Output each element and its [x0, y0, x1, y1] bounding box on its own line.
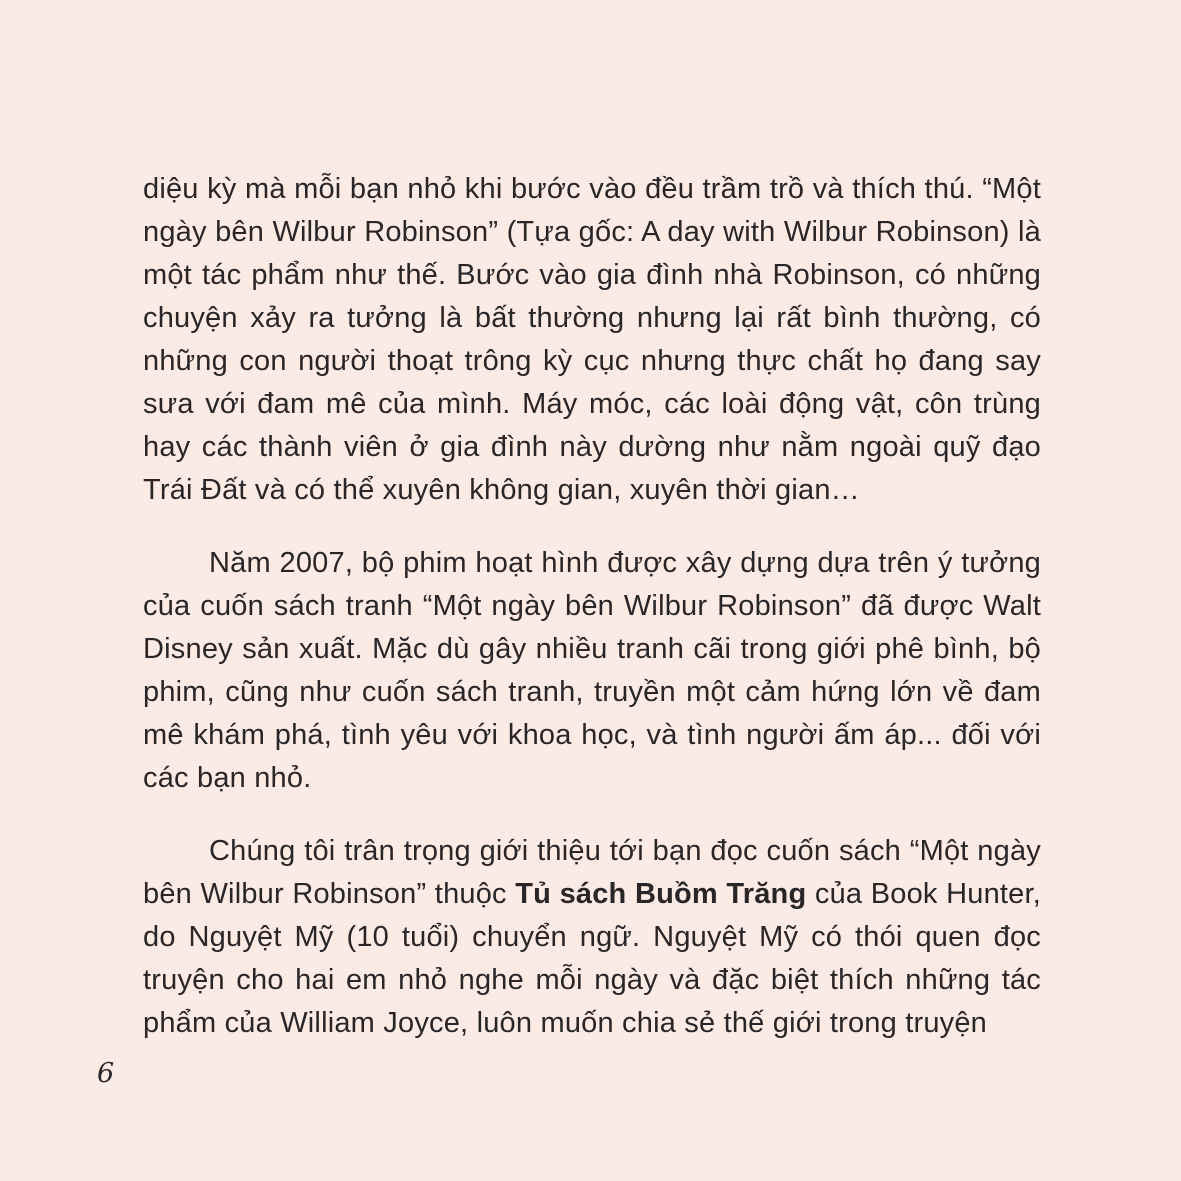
- paragraph-3-text-before: Chúng tôi trân trọng giới thiệu tới bạn đọc cuốn sách “Một ngày bên Wilbur Robinson” thuộc: [143, 835, 1041, 910]
- page-number: 6: [97, 1058, 115, 1089]
- page-text-block: [143, 168, 1041, 1045]
- paragraph-3: [143, 830, 1041, 1045]
- paragraph-1: diệu kỳ mà mỗi bạn nhỏ khi bước vào đều trầm trồ và thích thú. “Một ngày bên Wilbur Robinson” (Tựa gốc: A day with Wilbur Robinson) là một tác phẩm như thế. Bước vào gia đình nhà Robinson, có những chuyện xảy ra tưởng là bất thường nhưng lại rất bình thường, có những con người thoạt trông kỳ cục nhưng thực chất họ đang say sưa với đam mê của mình. Máy móc, các loài động vật, côn trùng hay các thành viên ở gia đình này dường như nằm ngoài quỹ đạo Trái Đất và có thể xuyên không gian, xuyên thời gian…: [143, 173, 1041, 506]
- paragraph-3-text-after: của Book Hunter, do Nguyệt Mỹ (10 tuổi) chuyển ngữ. Nguyệt Mỹ có thói quen đọc truyện cho hai em nhỏ nghe mỗi ngày và đặc biệt thích những tác phẩm của William Joyce, luôn muốn chia sẻ thế giới trong truyện: [143, 878, 1042, 1039]
- series-name-bold: Tủ sách Buồm Trăng: [515, 878, 807, 910]
- paragraph-2: Năm 2007, bộ phim hoạt hình được xây dựng dựa trên ý tưởng của cuốn sách tranh “Một ngày bên Wilbur Robinson” đã được Walt Disney sản xuất. Mặc dù gây nhiều tranh cãi trong giới phê bình, bộ phim, cũng như cuốn sách tranh, truyền một cảm hứng lớn về đam mê khám phá, tình yêu với khoa học, và tình người ấm áp... đối với các bạn nhỏ.: [143, 547, 1041, 794]
